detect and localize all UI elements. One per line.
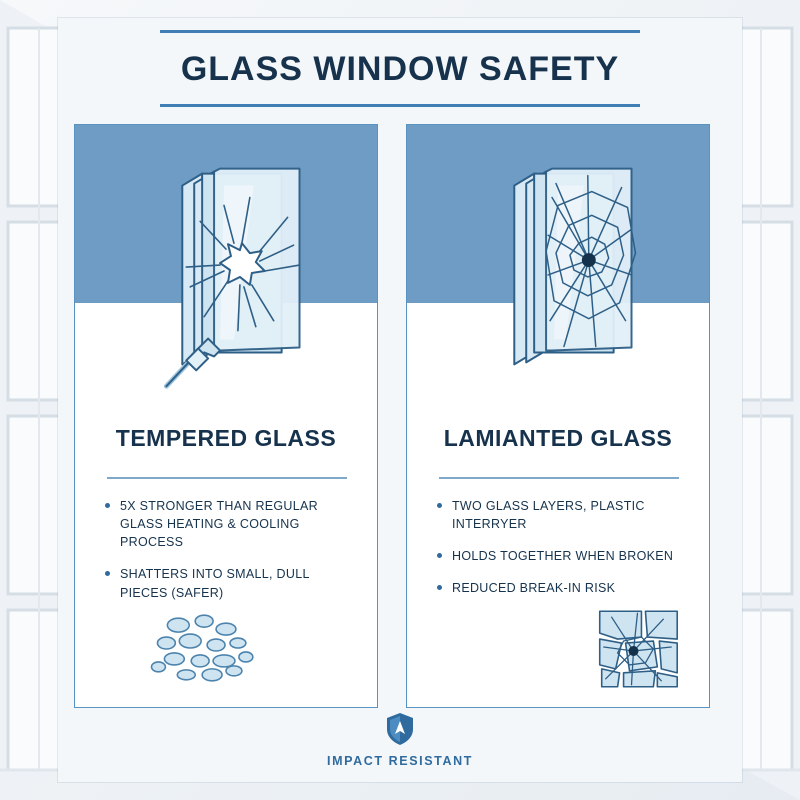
laminated-shards-held-together-icon — [407, 603, 709, 695]
panel-divider — [107, 477, 347, 479]
badge-label: IMPACT RESISTANT — [327, 754, 473, 768]
panel-tempered-glass — [74, 124, 378, 708]
list-item: TWO GLASS LAYERS, PLASTIC INTERRYER — [437, 497, 689, 533]
title-rule-top — [160, 30, 640, 33]
list-item: REDUCED BREAK-IN RISK — [437, 579, 689, 597]
list-item: SHATTERS INTO SMALL, DULL PIECES (SAFER) — [105, 565, 357, 601]
shield-icon — [385, 712, 415, 746]
footer-badge — [58, 712, 742, 768]
spiderweb-cracked-glass-pane-icon — [407, 125, 709, 415]
dull-glass-pebbles-icon — [75, 603, 377, 695]
page-title: GLASS WINDOW SAFETY — [180, 50, 620, 88]
panel-heading-tempered: TEMPERED GLASS — [115, 425, 337, 451]
list-item: 5X STRONGER THAN REGULAR GLASS HEATING & COOLING PROCESS — [105, 497, 357, 551]
list-item: HOLDS TOGETHER WHEN BROKEN — [437, 547, 689, 565]
title-rule-bottom — [160, 104, 640, 107]
panel-divider — [439, 477, 679, 479]
main-card — [58, 18, 742, 782]
panel-heading-laminated: LAMIANTED GLASS — [443, 425, 673, 451]
bullet-list-laminated — [437, 497, 689, 612]
title-block — [58, 30, 742, 107]
bullet-list-tempered — [105, 497, 357, 616]
panel-laminated-glass — [406, 124, 710, 708]
cracked-glass-pane-with-hammer-icon — [75, 125, 377, 415]
